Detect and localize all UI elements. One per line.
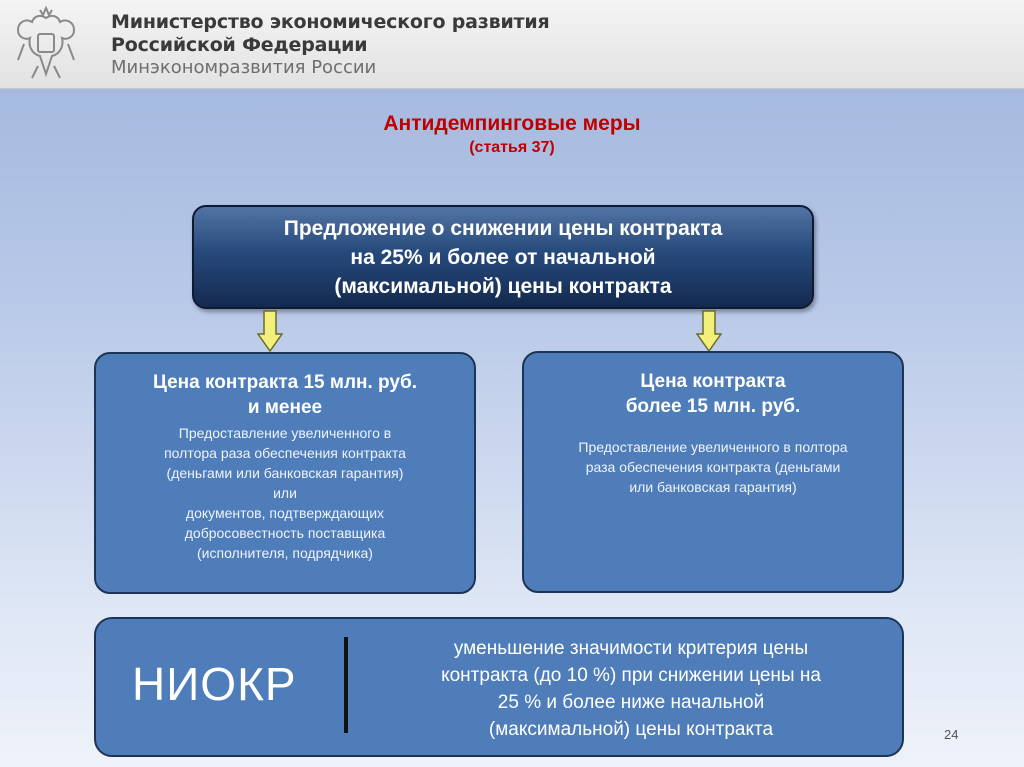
slide-subtitle: (статья 37) (469, 139, 555, 156)
proposal-box (192, 205, 814, 309)
card-body-line2: раза обеспечения контракта (деньгами (585, 459, 841, 475)
niokr-line2: контракта (до 10 %) при снижении цены на (441, 665, 821, 686)
page-number: 24 (944, 727, 959, 742)
proposal-line1: Предложение о снижении цены контракта (283, 216, 723, 240)
niokr-line3: 25 % и более ниже начальной (497, 692, 765, 713)
card-body-line3: или банковская гарантия) (629, 479, 797, 495)
niokr-description (386, 635, 876, 743)
card-body-line1: Предоставление увеличенного в полтора (578, 439, 848, 455)
divider (344, 637, 348, 733)
card-price-15m-or-less (94, 352, 476, 594)
card-heading-line2: более 15 млн. руб. (625, 396, 801, 417)
card-body-line3: (деньгами или банковская гарантия) (166, 465, 404, 481)
niokr-box (94, 617, 904, 757)
card-heading-line1: Цена контракта (640, 371, 786, 392)
ministry-name-line1: Министерство экономического развития (111, 11, 550, 33)
card-body-line6: добросовестность поставщика (184, 525, 386, 541)
ministry-name-line2: Российской Федерации (111, 34, 368, 56)
card-body (524, 437, 902, 497)
down-arrow-icon (696, 310, 722, 352)
card-body-line5: документов, подтверждающих (185, 505, 385, 521)
card-body-line7: (исполнителя, подрядчика) (197, 545, 373, 561)
slide-title: Антидемпинговые меры (383, 112, 641, 135)
card-heading-line1: Цена контракта 15 млн. руб. (153, 372, 417, 393)
card-body-line4: или (273, 485, 297, 501)
proposal-line3: (максимальной) цены контракта (334, 274, 672, 298)
card-price-over-15m (522, 351, 904, 593)
proposal-line2: на 25% и более от начальной (350, 245, 656, 269)
niokr-line1: уменьшение значимости критерия цены (453, 638, 809, 659)
card-heading (524, 369, 902, 419)
down-arrow-icon (257, 310, 283, 352)
card-heading (96, 370, 474, 420)
card-body (96, 423, 474, 563)
slide-header (0, 0, 1024, 89)
card-heading-line2: и менее (247, 397, 323, 418)
card-body-line1: Предоставление увеличенного в (178, 425, 392, 441)
niokr-label: НИОКР (132, 658, 297, 710)
coat-of-arms-icon (10, 4, 82, 84)
ministry-short-name: Минэкономразвития России (111, 57, 377, 78)
niokr-line4: (максимальной) цены контракта (488, 719, 774, 740)
card-body-line2: полтора раза обеспечения контракта (164, 445, 406, 461)
